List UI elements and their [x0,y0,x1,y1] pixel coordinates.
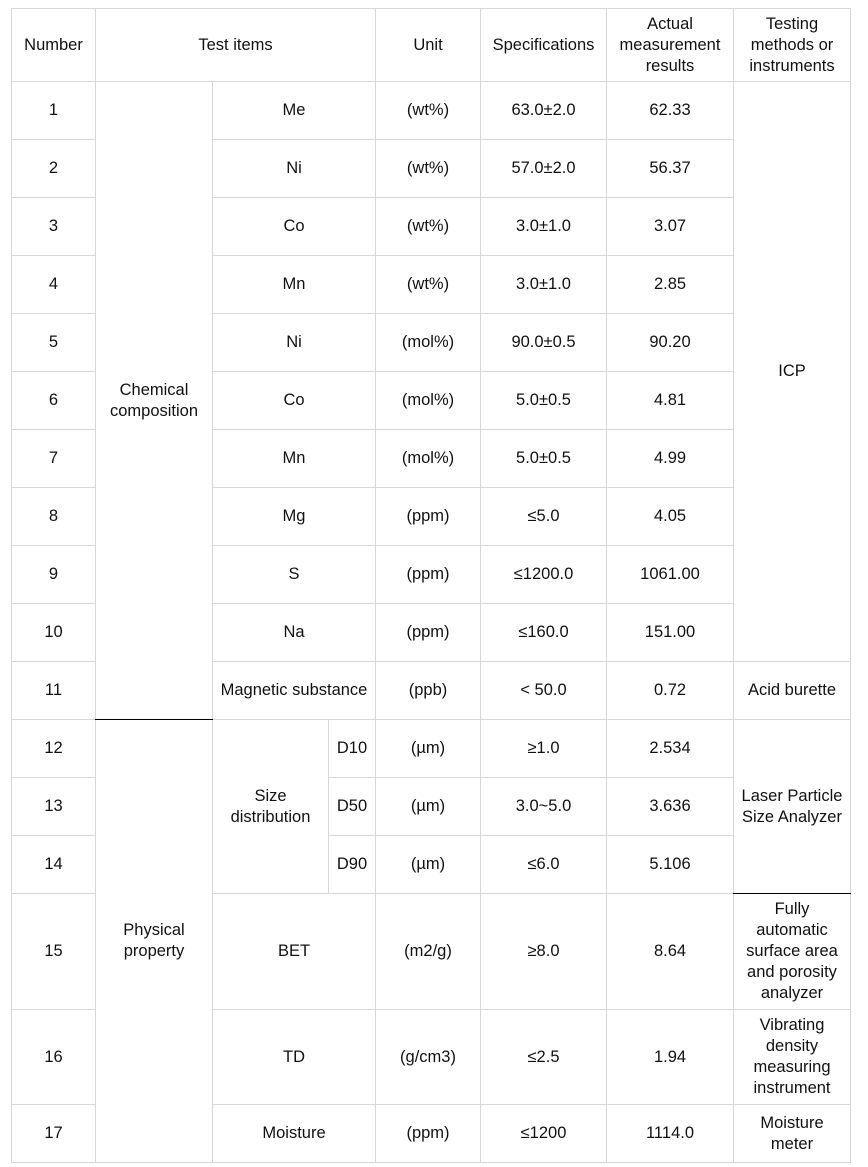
row-number: 3 [12,198,96,256]
spec-cell: ≤160.0 [481,604,607,662]
header-number: Number [12,9,96,82]
spec-cell: 3.0~5.0 [481,778,607,836]
specification-table [11,8,851,1163]
method-moisture-meter: Moisture meter [734,1105,851,1163]
unit-cell: (wt%) [376,82,481,140]
test-item: Na [213,604,376,662]
unit-cell: (wt%) [376,256,481,314]
spec-cell: ≥8.0 [481,894,607,1010]
result-cell: 151.00 [607,604,734,662]
group-physical-property: Physical property [96,720,213,1163]
unit-cell: (ppb) [376,662,481,720]
spec-cell: ≤2.5 [481,1010,607,1105]
test-item: Magnetic substance [213,662,376,720]
test-item: Co [213,198,376,256]
spec-cell: 3.0±1.0 [481,198,607,256]
table-row [12,720,851,778]
unit-cell: (g/cm3) [376,1010,481,1105]
row-number: 8 [12,488,96,546]
row-number: 6 [12,372,96,430]
row-number: 1 [12,82,96,140]
spec-cell: 63.0±2.0 [481,82,607,140]
header-testing-methods: Testing methods or instruments [734,9,851,82]
row-number: 2 [12,140,96,198]
unit-cell: (ppm) [376,546,481,604]
row-number: 13 [12,778,96,836]
result-cell: 1114.0 [607,1105,734,1163]
result-cell: 3.07 [607,198,734,256]
test-item: Moisture [213,1105,376,1163]
test-item: Mn [213,256,376,314]
table-row [12,82,851,140]
header-unit: Unit [376,9,481,82]
row-number: 10 [12,604,96,662]
row-number: 7 [12,430,96,488]
result-cell: 0.72 [607,662,734,720]
test-item: TD [213,1010,376,1105]
method-acid-burette: Acid burette [734,662,851,720]
spec-cell: 90.0±0.5 [481,314,607,372]
test-item: D90 [329,836,376,894]
test-item: Ni [213,140,376,198]
table-header-row [12,9,851,82]
unit-cell: (ppm) [376,604,481,662]
test-item: D50 [329,778,376,836]
test-item: Me [213,82,376,140]
header-test-items: Test items [96,9,376,82]
result-cell: 1.94 [607,1010,734,1105]
header-specifications: Specifications [481,9,607,82]
spec-cell: ≤5.0 [481,488,607,546]
result-cell: 1061.00 [607,546,734,604]
unit-cell: (wt%) [376,198,481,256]
test-item: Mn [213,430,376,488]
test-item: Co [213,372,376,430]
result-cell: 2.85 [607,256,734,314]
header-actual-results: Actual measurement results [607,9,734,82]
result-cell: 90.20 [607,314,734,372]
test-item: Mg [213,488,376,546]
spec-cell: ≤1200.0 [481,546,607,604]
result-cell: 4.05 [607,488,734,546]
unit-cell: (mol%) [376,430,481,488]
spec-cell: 57.0±2.0 [481,140,607,198]
result-cell: 5.106 [607,836,734,894]
row-number: 17 [12,1105,96,1163]
spec-cell: 5.0±0.5 [481,372,607,430]
test-item: D10 [329,720,376,778]
spec-cell: 5.0±0.5 [481,430,607,488]
result-cell: 8.64 [607,894,734,1010]
row-number: 16 [12,1010,96,1105]
row-number: 15 [12,894,96,1010]
row-number: 14 [12,836,96,894]
result-cell: 62.33 [607,82,734,140]
spec-cell: 3.0±1.0 [481,256,607,314]
row-number: 9 [12,546,96,604]
unit-cell: (µm) [376,778,481,836]
group-size-distribution: Size distribution [213,720,329,894]
method-vibrating-density: Vibrating density measuring instrument [734,1010,851,1105]
method-bet-analyzer: Fully automatic surface area and porosity analyzer [734,894,851,1010]
unit-cell: (m2/g) [376,894,481,1010]
row-number: 4 [12,256,96,314]
test-item: BET [213,894,376,1010]
result-cell: 56.37 [607,140,734,198]
spec-cell: ≤6.0 [481,836,607,894]
unit-cell: (µm) [376,720,481,778]
unit-cell: (mol%) [376,372,481,430]
test-item: S [213,546,376,604]
unit-cell: (µm) [376,836,481,894]
unit-cell: (ppm) [376,488,481,546]
group-chemical-composition: Chemical composition [96,82,213,720]
row-number: 12 [12,720,96,778]
test-item: Ni [213,314,376,372]
row-number: 5 [12,314,96,372]
result-cell: 4.99 [607,430,734,488]
spec-cell: < 50.0 [481,662,607,720]
result-cell: 2.534 [607,720,734,778]
spec-cell: ≤1200 [481,1105,607,1163]
unit-cell: (ppm) [376,1105,481,1163]
method-laser-analyzer: Laser Particle Size Analyzer [734,720,851,894]
unit-cell: (wt%) [376,140,481,198]
spec-cell: ≥1.0 [481,720,607,778]
method-icp: ICP [734,82,851,662]
row-number: 11 [12,662,96,720]
result-cell: 3.636 [607,778,734,836]
result-cell: 4.81 [607,372,734,430]
unit-cell: (mol%) [376,314,481,372]
